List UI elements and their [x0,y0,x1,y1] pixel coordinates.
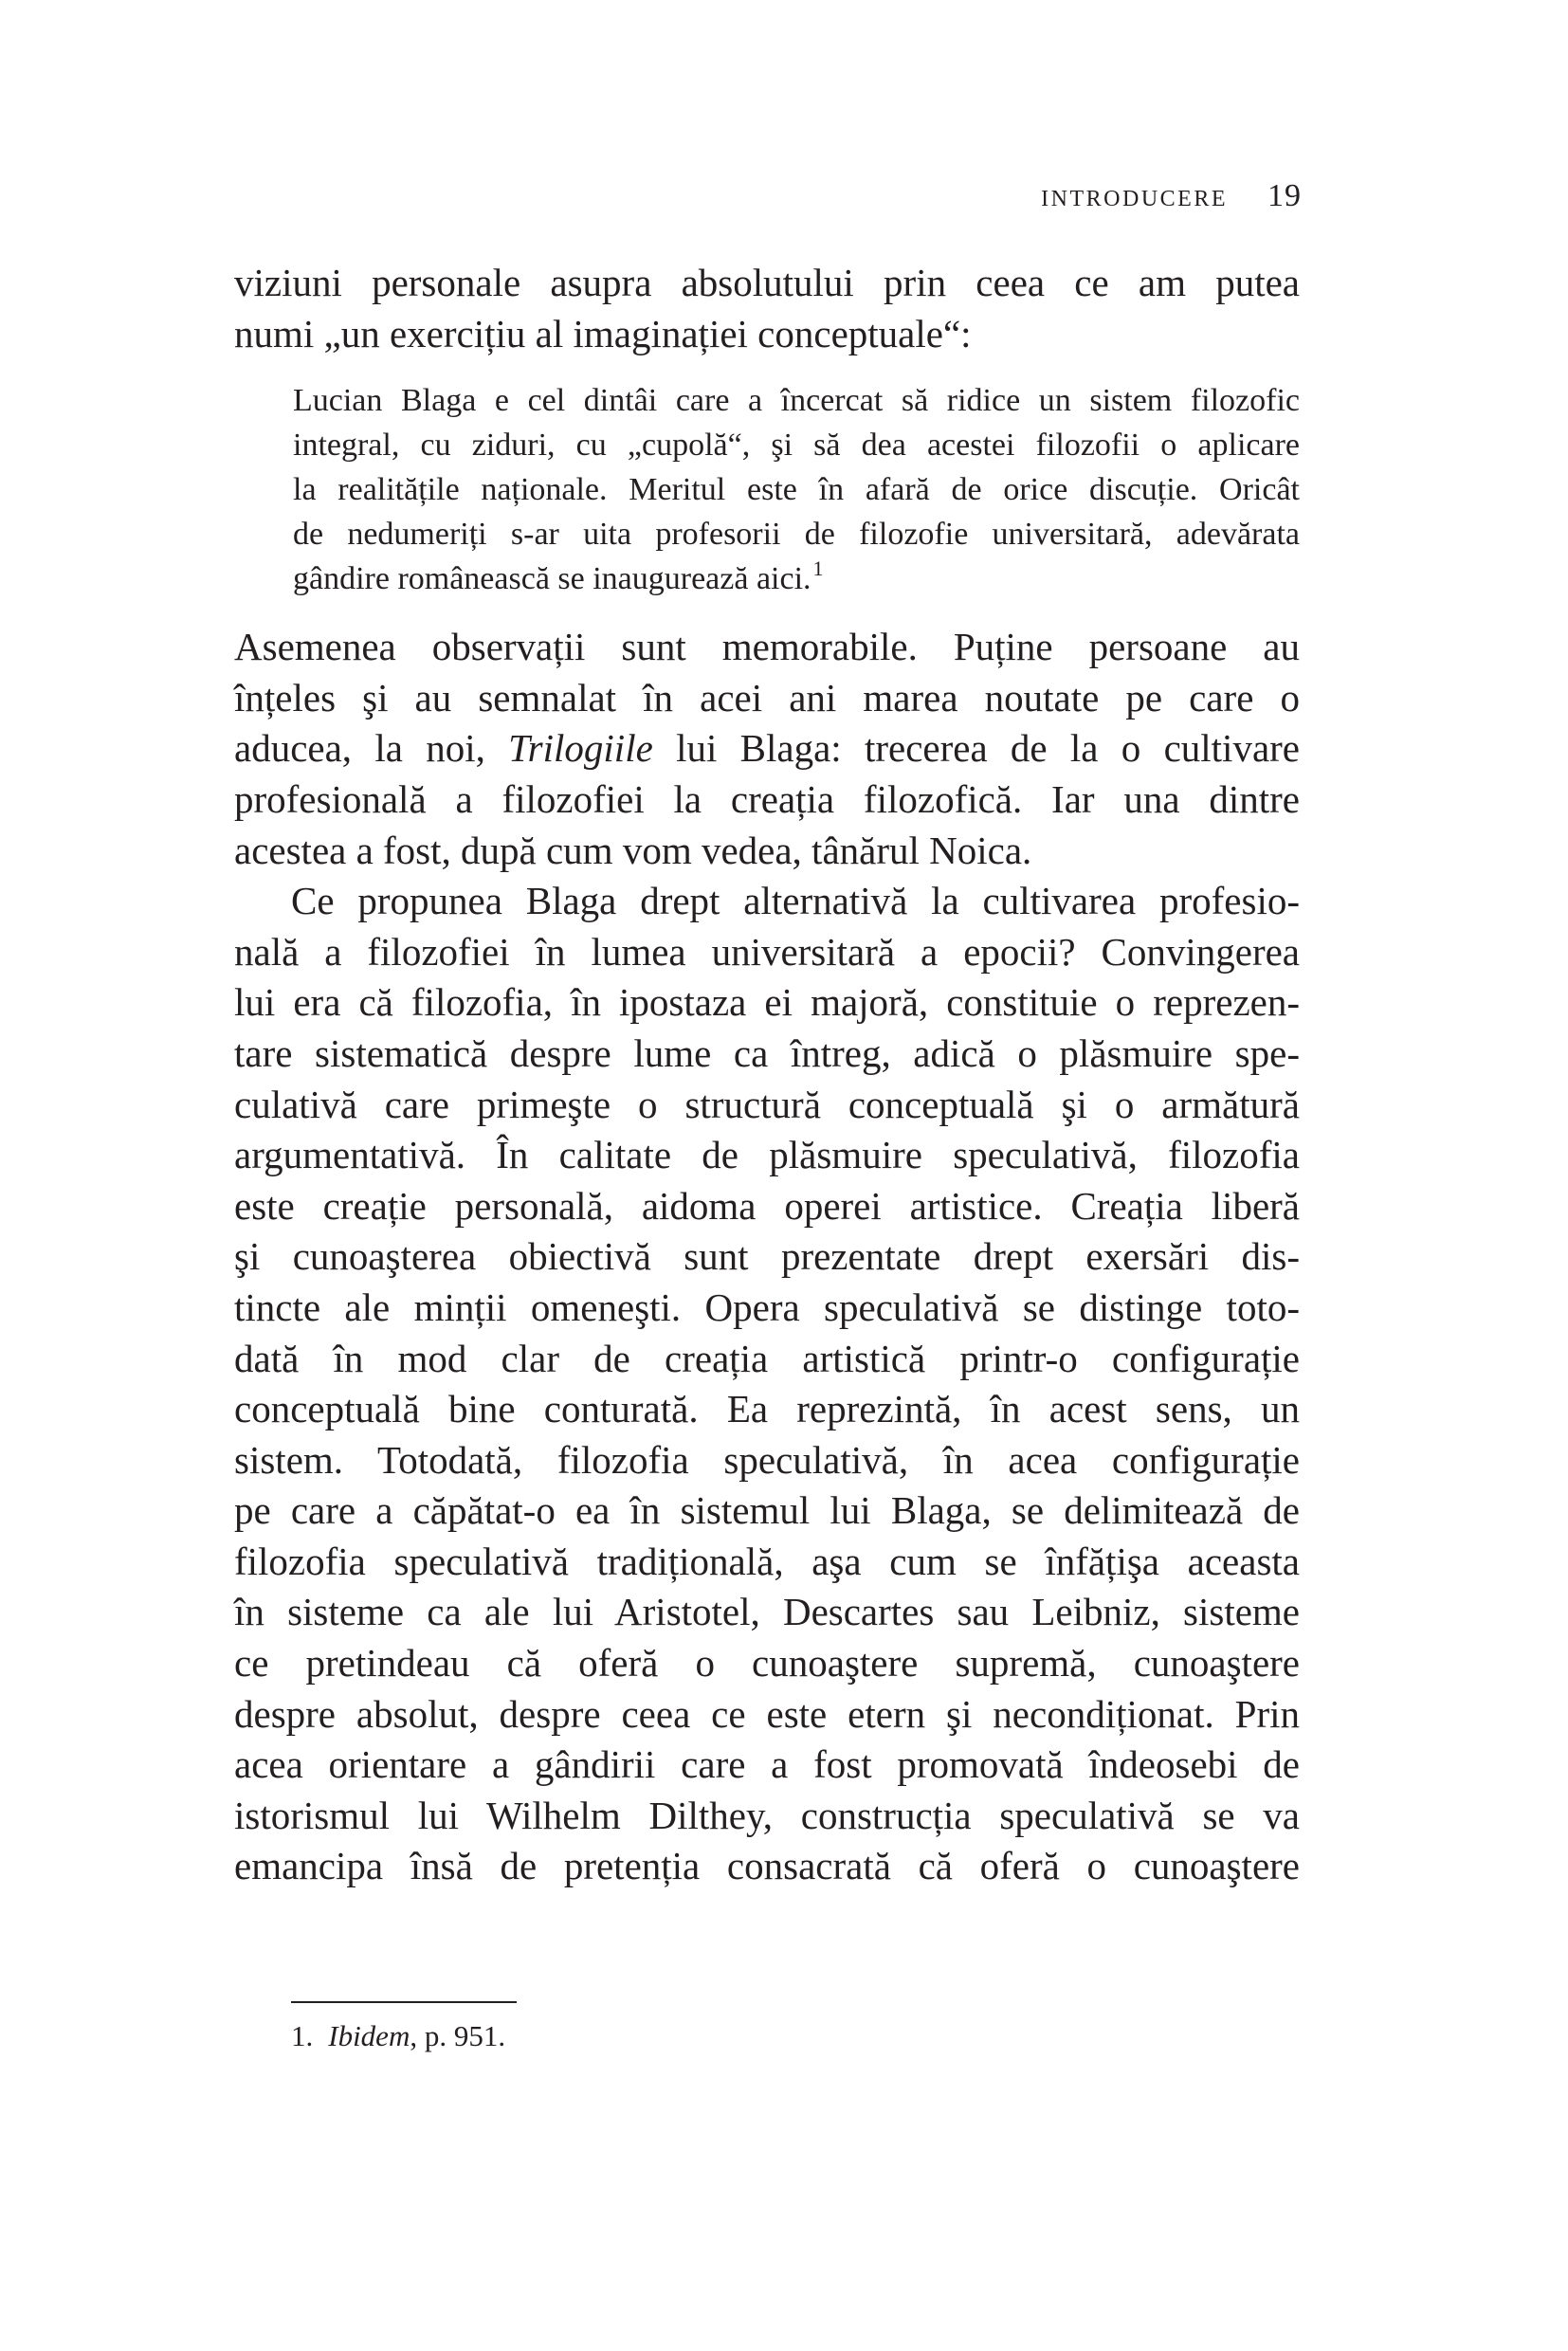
text-line: viziuni personale asupra absolutului prin ceea ce am putea [234,261,1300,304]
footnote-separator [291,2001,517,2003]
quote-line: la realitățile naționale. Meritul este în afară de orice discuție. Oricât [293,472,1300,508]
text-line: în sisteme ca ale lui Aristotel, Descartes sau Leibniz, sisteme [234,1590,1300,1634]
main-text [234,258,1300,1892]
text-line: sistem. Totodată, filozofia speculativă, în acea configurație [234,1437,1300,1482]
text-span: lui Blaga: trecerea de la o cultivare [652,726,1300,771]
text-line: este creație personală, aidoma operei artistice. Creația liberă [234,1183,1300,1228]
text-line: istorismul lui Wilhelm Dilthey, construcția speculativă se va [234,1793,1300,1837]
text-line: conceptuală bine conturată. Ea reprezintă, în acest sens, un [234,1387,1300,1431]
text-line: nală a filozofiei în lumea universitară a epocii? Convingerea [234,929,1300,974]
footnote-reference[interactable]: 1 [812,556,824,581]
text-line [234,723,1300,775]
paragraph-3 [234,876,1300,1892]
block-quote [293,378,1300,601]
text-line: şi cunoaşterea obiectivă sunt prezentate drept exersări dis- [234,1234,1300,1279]
text-line: Asemenea observații sunt memorabile. Puține persoane au [234,625,1300,669]
footnote-italic-citation: Ibidem [328,2019,410,2052]
text-line: tare sistematică despre lume ca întreg, adică o plăsmuire spe- [234,1030,1300,1075]
paragraph-1 [234,258,1300,359]
text-span: aducea, la noi, [234,726,509,771]
page-number: 19 [1267,178,1302,213]
text-line: dată în mod clar de creația artistică printr-o configurație [234,1336,1300,1380]
text-line: tincte ale minții omeneşti. Opera speculativă se distinge toto- [234,1285,1300,1329]
text-line: culativă care primeşte o structură conceptuală şi o armătură [234,1082,1300,1126]
text-line: filozofia speculativă tradițională, aşa cum se înfățişa aceasta [234,1539,1300,1583]
quote-line [293,556,1300,601]
text-line: ce pretindeau că oferă o cunoaştere supremă, cunoaştere [234,1641,1300,1686]
footnote-number: 1. [291,2019,314,2052]
text-line: pe care a căpătat-o ea în sistemul lui Blaga, se delimitează de [234,1488,1300,1533]
quote-line-text: gândire românească se inaugurează aici. [293,561,811,597]
footnote-text: , p. 951. [410,2019,506,2052]
quote-line: de nedumeriți s-ar uita profesorii de filozofie universitară, adevărata [293,517,1300,553]
paragraph-2 [234,622,1300,876]
quote-line: Lucian Blaga e cel dintâi care a încercat să ridice un sistem filozofic [293,383,1300,419]
quote-line: integral, cu ziduri, cu „cupolă“, şi să dea acestei filozofii o aplicare [293,428,1300,464]
text-line: înțeles şi au semnalat în acei ani marea noutate pe care o [234,675,1300,720]
text-line: emancipa însă de pretenția consacrată că oferă o cunoaştere [234,1844,1300,1888]
text-line: argumentativă. În calitate de plăsmuire speculativă, filozofia [234,1133,1300,1177]
footnote [291,2017,505,2055]
text-line: Ce propunea Blaga drept alternativă la cultivarea profesio- [291,879,1300,923]
running-head-title: introducere [1041,178,1228,213]
text-line: profesională a filozofiei la creația filozofică. Iar una dintre [234,776,1300,821]
text-line: acestea a fost, după cum vom vedea, tânărul Noica. [234,828,1032,872]
text-line: lui era că filozofia, în ipostaza ei majoră, constituie o reprezen- [234,980,1300,1025]
text-line: numi „un exercițiu al imaginației conceptuale“: [234,311,972,355]
text-line: acea orientare a gândirii care a fost promovată îndeosebi de [234,1742,1300,1787]
text-line: despre absolut, despre ceea ce este etern şi necondiționat. Prin [234,1691,1300,1736]
running-head [1041,178,1302,214]
book-title-italic: Trilogiile [508,726,653,771]
